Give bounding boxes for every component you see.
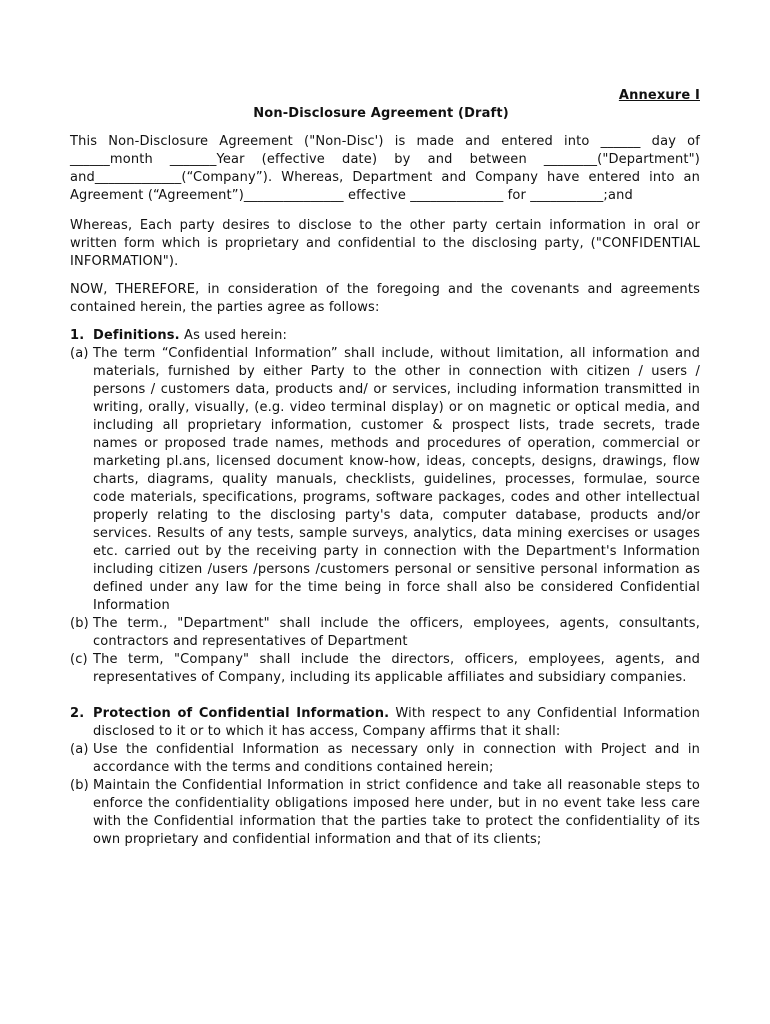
document-body: [70, 87, 700, 849]
item-text: The term, "Company" shall include the directors, officers, employees, agents, and representatives of Company, including its applicable affiliates and subsidiary companies.: [93, 652, 700, 685]
section-1-heading: [70, 327, 700, 345]
document-title: Non-Disclosure Agreement (Draft): [253, 106, 509, 121]
section-2-heading: [70, 705, 700, 741]
item-label: (b): [70, 778, 89, 793]
annexure-label: Annexure I: [618, 88, 700, 103]
section-2-title: Protection of Confidential Information.: [93, 706, 390, 721]
section-2-item-b: [70, 777, 700, 849]
item-label: (b): [70, 616, 89, 631]
item-text: Use the confidential Information as necessary only in connection with Project and in accordance with the terms and conditions contained herein;: [93, 742, 700, 775]
section-1-item-c: [70, 651, 700, 687]
section-1-item-b: [70, 615, 700, 651]
item-label: (c): [70, 652, 88, 667]
section-1-item-a: [70, 345, 700, 615]
item-label: (a): [70, 346, 89, 361]
item-label: (a): [70, 742, 89, 757]
item-text: The term., "Department" shall include the officers, employees, agents, consultants, contractors and representatives of Department: [93, 616, 700, 649]
section-1-title: Definitions.: [93, 328, 180, 343]
section-2-lead: With respect to any Confidential Information disclosed to it or to which it has access, Company affirms that it shall:: [93, 706, 701, 739]
section-1-lead: As used herein:: [179, 328, 288, 343]
now-therefore-paragraph: NOW, THEREFORE, in consideration of the foregoing and the covenants and agreements contained herein, the parties agree as follows:: [70, 282, 700, 315]
whereas-paragraph: Whereas, Each party desires to disclose to the other party certain information in oral or written form which is proprietary and confidential to the disclosing party, ("CONFIDENTIAL INFORMATION").: [70, 218, 700, 269]
section-2-number: 2.: [70, 706, 85, 721]
section-2-item-a: [70, 741, 700, 777]
intro-paragraph: This Non-Disclosure Agreement ("Non-Disc') is made and entered into ______ day of ______month _______Year (effective date) by and between ________("Department") and_____________(“Company”). Whereas, Department and Company have entered into an Agreement (“Agreement”)_______________ effective ______________ for ___________;and: [70, 134, 700, 203]
section-1-number: 1.: [70, 328, 85, 343]
item-text: The term “Confidential Information” shall include, without limitation, all information and materials, furnished by either Party to the other in connection with citizen / users / persons / customers data, products and/ or services, including information transmitted in writing, orally, visually, (e.g. video terminal display) or on magnetic or optical media, and including all proprietary information, customer & prospect lists, trade secrets, trade names or proposed trade names, methods and procedures of operation, commercial or marketing pl.ans, licensed document know-how, ideas, concepts, designs, drawings, flow charts, diagrams, quality manuals, checklists, guidelines, processes, formulae, source code materials, specifications, programs, software packages, codes and other intellectual properly relating to the disclosing party's data, computer database, products and/or services. Results of any tests, sample surveys, analytics, data mining exercises or usages etc. carried out by the receiving party in connection with the Department's Information including citizen /users /persons /customers personal or sensitive personal information as defined under any law for the time being in force shall also be considered Confidential Information: [93, 346, 700, 613]
section-2-heading-text: [93, 705, 700, 741]
item-text: Maintain the Confidential Information in strict confidence and take all reasonable steps to enforce the confidentiality obligations imposed here under, but in no event take less care with the Confidential information that the parties take to protect the confidentiality of its own proprietary and confidential information and that of its clients;: [93, 778, 700, 847]
section-1-heading-text: [93, 327, 700, 345]
